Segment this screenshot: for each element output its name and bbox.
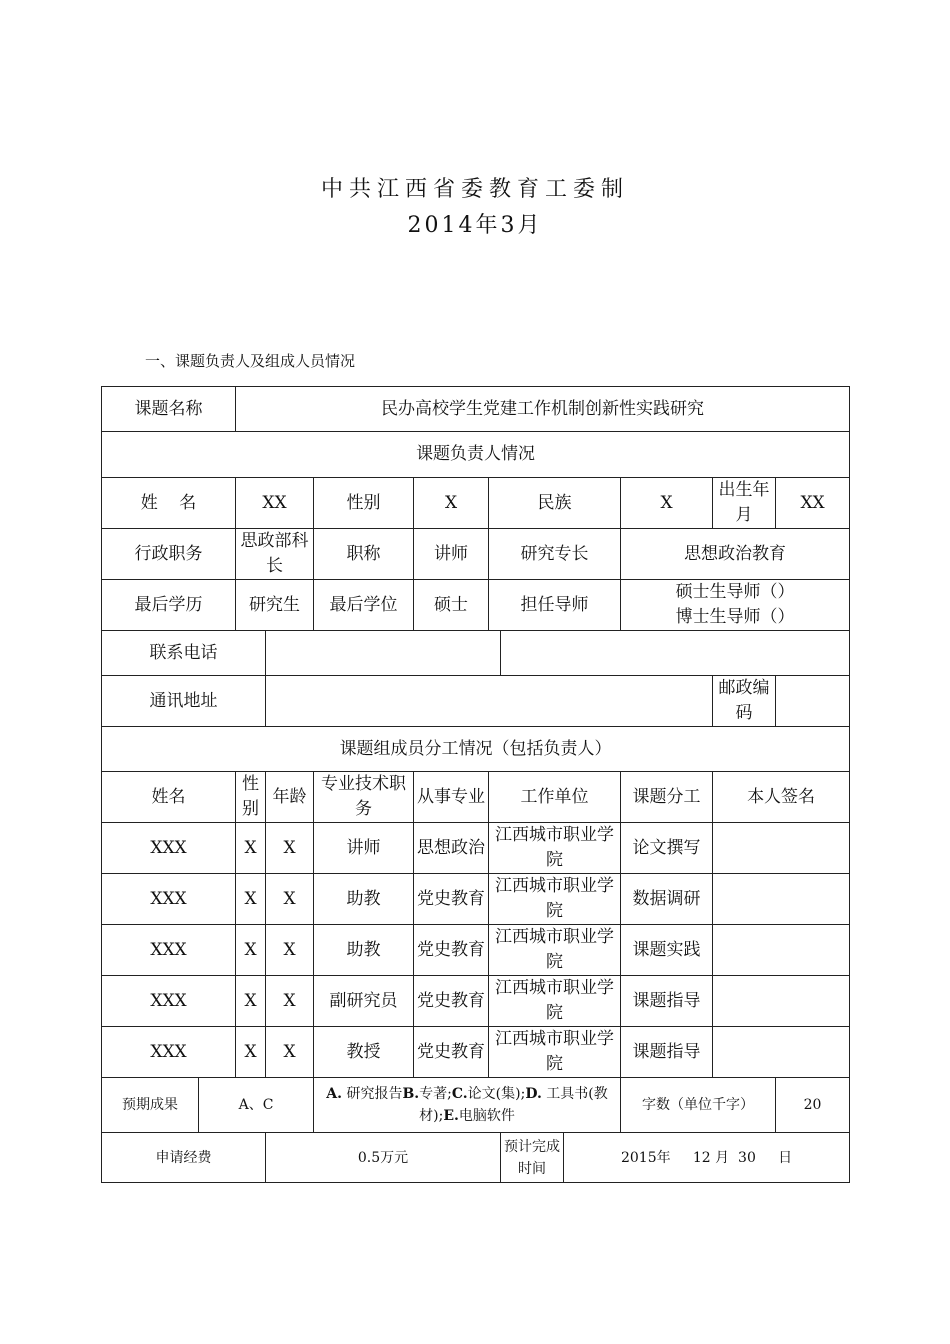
- member-age[interactable]: X: [266, 1027, 314, 1078]
- outcome-option-d-text: 工具书(教材);: [419, 1086, 608, 1124]
- completion-year: 2015年: [620, 1149, 671, 1166]
- members-header-signature: 本人签名: [713, 772, 850, 823]
- outcome-options: [314, 1078, 621, 1133]
- ethnicity-label: 民族: [489, 478, 621, 529]
- outcome-option-c-text: 论文(集);: [467, 1086, 526, 1102]
- member-name[interactable]: XXX: [102, 823, 236, 874]
- name-value[interactable]: XX: [236, 478, 314, 529]
- members-header-gender: 性别: [236, 772, 266, 823]
- title-value[interactable]: 讲师: [414, 529, 489, 580]
- member-title[interactable]: 讲师: [314, 823, 414, 874]
- application-form-table: [101, 386, 850, 1183]
- section-heading: 一、课题负责人及组成人员情况: [145, 352, 356, 370]
- leader-section-row: [102, 432, 850, 478]
- member-gender[interactable]: X: [236, 823, 266, 874]
- member-unit[interactable]: 江西城市职业学院: [489, 976, 621, 1027]
- leader-position-row: [102, 529, 850, 580]
- leader-basic-row: [102, 478, 850, 529]
- specialty-value[interactable]: 思想政治教育: [621, 529, 850, 580]
- member-name[interactable]: XXX: [102, 1027, 236, 1078]
- title-label: 职称: [314, 529, 414, 580]
- member-task[interactable]: 论文撰写: [621, 823, 713, 874]
- phone-value[interactable]: [266, 631, 501, 676]
- member-row: [102, 874, 850, 925]
- members-header-name: 姓名: [102, 772, 236, 823]
- birth-value[interactable]: XX: [776, 478, 850, 529]
- member-task[interactable]: 数据调研: [621, 874, 713, 925]
- supervisor-doctor-option[interactable]: 博士生导师（）: [675, 607, 795, 627]
- name-label: 姓 名: [102, 478, 236, 529]
- topic-label: 课题名称: [102, 387, 236, 432]
- funding-value[interactable]: 0.5万元: [266, 1133, 501, 1183]
- admin-label: 行政职务: [102, 529, 236, 580]
- completion-date[interactable]: [564, 1133, 850, 1183]
- member-unit[interactable]: 江西城市职业学院: [489, 874, 621, 925]
- member-signature[interactable]: [713, 823, 850, 874]
- member-major[interactable]: 党史教育: [414, 874, 489, 925]
- supervisor-options[interactable]: [621, 580, 850, 631]
- edu-value[interactable]: 研究生: [236, 580, 314, 631]
- address-row: [102, 676, 850, 727]
- outcome-option-b-text: 专著;: [419, 1086, 452, 1102]
- member-unit[interactable]: 江西城市职业学院: [489, 1027, 621, 1078]
- member-major[interactable]: 党史教育: [414, 1027, 489, 1078]
- member-name[interactable]: XXX: [102, 925, 236, 976]
- member-age[interactable]: X: [266, 925, 314, 976]
- member-unit[interactable]: 江西城市职业学院: [489, 823, 621, 874]
- address-label: 通讯地址: [102, 676, 266, 727]
- member-row: [102, 823, 850, 874]
- outcome-option-a-code: A.: [326, 1086, 342, 1102]
- member-row: [102, 1027, 850, 1078]
- outcome-label: 预期成果: [102, 1078, 199, 1133]
- member-gender[interactable]: X: [236, 925, 266, 976]
- ethnicity-value[interactable]: X: [621, 478, 713, 529]
- members-header-major: 从事专业: [414, 772, 489, 823]
- member-title[interactable]: 助教: [314, 925, 414, 976]
- degree-value[interactable]: 硕士: [414, 580, 489, 631]
- member-gender[interactable]: X: [236, 1027, 266, 1078]
- member-task[interactable]: 课题指导: [621, 976, 713, 1027]
- postcode-label: 邮政编码: [713, 676, 776, 727]
- member-row: [102, 925, 850, 976]
- outcome-row: [102, 1078, 850, 1133]
- supervisor-label: 担任导师: [489, 580, 621, 631]
- members-header-title: 专业技术职务: [314, 772, 414, 823]
- member-title[interactable]: 助教: [314, 874, 414, 925]
- completion-month: 12 月: [692, 1149, 730, 1166]
- member-major[interactable]: 思想政治: [414, 823, 489, 874]
- phone-label: 联系电话: [102, 631, 266, 676]
- member-name[interactable]: XXX: [102, 976, 236, 1027]
- specialty-label: 研究专长: [489, 529, 621, 580]
- member-signature[interactable]: [713, 874, 850, 925]
- member-gender[interactable]: X: [236, 874, 266, 925]
- member-row: [102, 976, 850, 1027]
- member-name[interactable]: XXX: [102, 874, 236, 925]
- member-signature[interactable]: [713, 976, 850, 1027]
- completion-day: 30: [738, 1149, 756, 1166]
- outcome-option-e-code: E.: [443, 1108, 459, 1124]
- member-age[interactable]: X: [266, 976, 314, 1027]
- members-header-age: 年龄: [266, 772, 314, 823]
- outcome-option-b-code: B.: [402, 1086, 420, 1102]
- degree-label: 最后学位: [314, 580, 414, 631]
- word-count-label: 字数（单位千字）: [621, 1078, 776, 1133]
- word-count-value[interactable]: 20: [776, 1078, 850, 1133]
- member-gender[interactable]: X: [236, 976, 266, 1027]
- leader-education-row: [102, 580, 850, 631]
- funding-label: 申请经费: [102, 1133, 266, 1183]
- members-header-row: [102, 772, 850, 823]
- topic-row: [102, 387, 850, 432]
- members-section-heading: 课题组成员分工情况（包括负责人）: [102, 727, 850, 772]
- address-value[interactable]: [266, 676, 713, 727]
- member-title[interactable]: 副研究员: [314, 976, 414, 1027]
- phone-row: [102, 631, 850, 676]
- outcome-option-d-code: D.: [525, 1086, 542, 1102]
- completion-label: 预计完成时间: [501, 1133, 564, 1183]
- outcome-option-e-text: 电脑软件: [458, 1108, 515, 1124]
- member-signature[interactable]: [713, 1027, 850, 1078]
- member-task[interactable]: 课题指导: [621, 1027, 713, 1078]
- phone-extra-cell[interactable]: [501, 631, 850, 676]
- member-age[interactable]: X: [266, 823, 314, 874]
- outcome-option-c-code: C.: [451, 1086, 468, 1102]
- funding-row: [102, 1133, 850, 1183]
- outcome-value[interactable]: A、C: [199, 1078, 314, 1133]
- outcome-option-a-text: 研究报告: [342, 1086, 403, 1102]
- issue-date: 2014年3月: [407, 213, 543, 238]
- member-unit[interactable]: 江西城市职业学院: [489, 925, 621, 976]
- member-title[interactable]: 教授: [314, 1027, 414, 1078]
- supervisor-master-option[interactable]: 硕士生导师（）: [675, 582, 795, 602]
- members-header-task: 课题分工: [621, 772, 713, 823]
- admin-value[interactable]: 思政部科长: [236, 529, 314, 580]
- gender-label: 性别: [314, 478, 414, 529]
- members-header-unit: 工作单位: [489, 772, 621, 823]
- member-age[interactable]: X: [266, 874, 314, 925]
- issuer-title: 中共江西省委教育工委制: [320, 177, 629, 202]
- member-signature[interactable]: [713, 925, 850, 976]
- gender-value[interactable]: X: [414, 478, 489, 529]
- members-section-row: [102, 727, 850, 772]
- leader-section-heading: 课题负责人情况: [102, 432, 850, 478]
- birth-label: 出生年月: [713, 478, 776, 529]
- postcode-value[interactable]: [776, 676, 850, 727]
- completion-day-unit: 日: [778, 1149, 793, 1166]
- member-major[interactable]: 党史教育: [414, 925, 489, 976]
- topic-value: 民办高校学生党建工作机制创新性实践研究: [236, 387, 850, 432]
- edu-label: 最后学历: [102, 580, 236, 631]
- member-task[interactable]: 课题实践: [621, 925, 713, 976]
- member-major[interactable]: 党史教育: [414, 976, 489, 1027]
